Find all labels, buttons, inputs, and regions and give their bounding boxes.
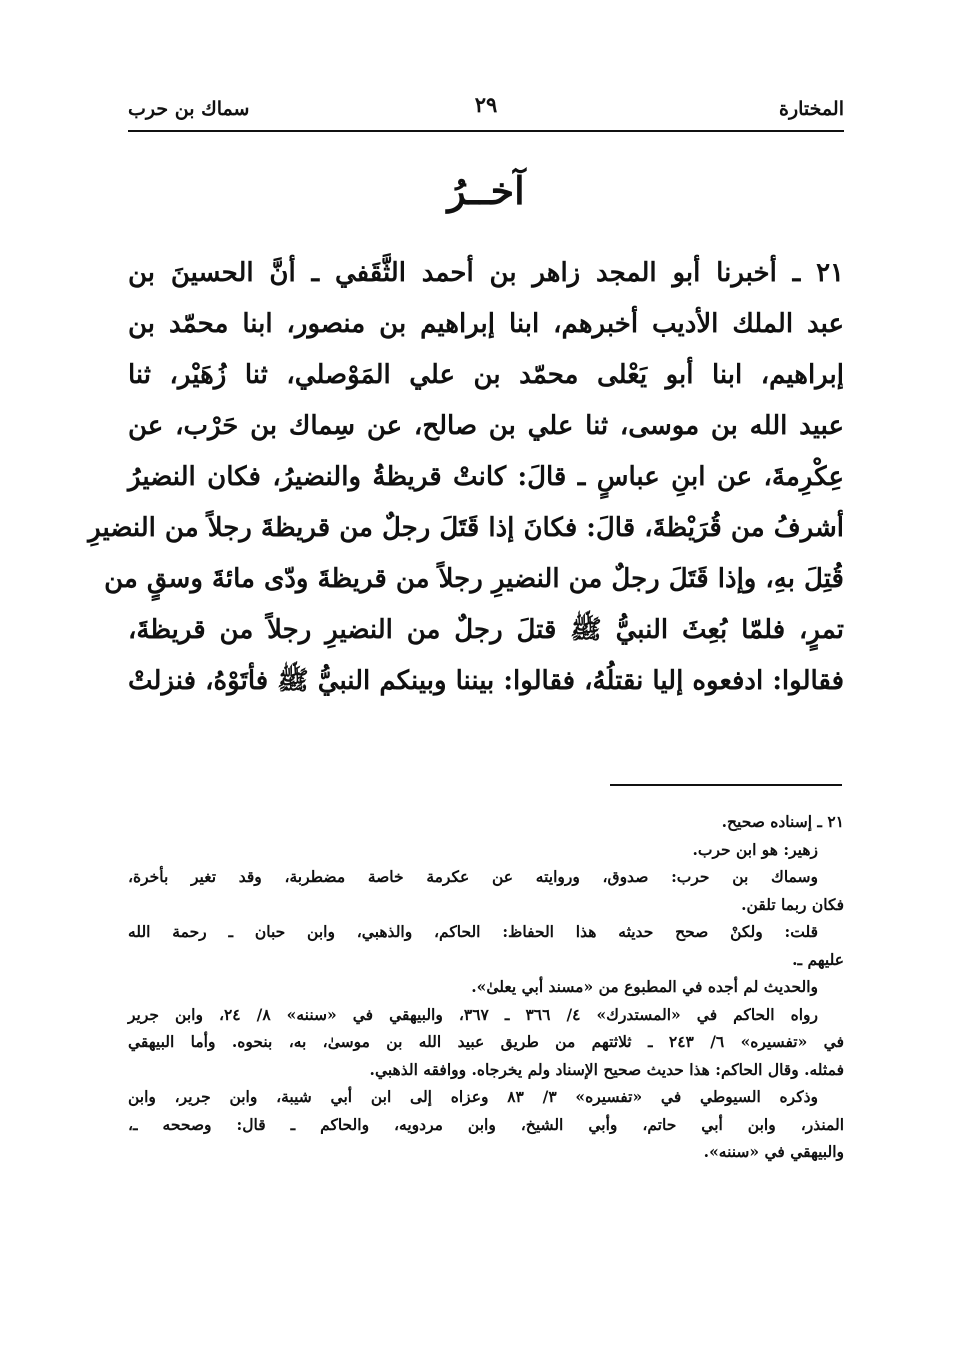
running-head <box>128 92 844 126</box>
footnote-line: في «تفسيره» ٦/ ٢٤٣ ـ ثلاثتهم من طريق عبيد الله بن موسىٰ، به، بنحوه. وأما البيهقي <box>128 1032 844 1051</box>
footnote-line: قلت: ولكنْ صحح حديثه هذا الحفاظ: الحاكم، والذهبي، وابن حبان ـ رحمة الله <box>128 922 818 941</box>
book-title: المختارة <box>779 98 844 120</box>
text-line: تمرٍ، فلمّا بُعِثَ النبيُّ ﷺ قتلَ رجلٌ من النضيرِ رجلاً من قريظةَ، <box>128 615 844 645</box>
text-line: ٢١ ـ أخبرنا أبو المجد زاهر بن أحمد الثَّقَفي ـ أنَّ الحسينَ بن <box>128 258 844 288</box>
text-line: قُتِلَ بهِ، وإذا قَتَلَ رجلٌ من النضيرِ رجلاً من قريظةَ ودّى مائةَ وسقٍ من <box>104 564 844 594</box>
hadith-text <box>88 248 844 707</box>
footnotes <box>128 808 844 1166</box>
text-line: إبراهيم، ابنا أبو يَعْلى محمّد بن علي المَوْصلي، ثنا زُهَيْر، ثنا <box>128 360 844 390</box>
footnote-line: وسماك بن حرب: صدوق، وروايته عن عكرمة خاصة مضطربة، وقد تغير بأخرة، <box>128 867 818 886</box>
text-line: عبد الملك الأديب أخبرهم، ابنا إبراهيم بن منصور، ابنا محمّد بن <box>128 309 844 339</box>
page-number: ٢٩ <box>474 92 498 117</box>
text-line: عبيد الله بن موسى، ثنا علي بن صالح، عن سِماك بن حَرْب، عن <box>128 411 844 441</box>
footnote-line: والبيهقي في «سننه». <box>703 1142 844 1161</box>
section-title: سماك بن حرب <box>128 98 250 120</box>
footnote-line: عليهم ـ. <box>792 949 844 969</box>
footnote-line: فكان ربما تلقن. <box>741 894 844 914</box>
footnote-line: والحديث لم أجده في المطبوع من «مسند أبي يعلىٰ». <box>471 977 818 996</box>
text-line: عِكْرِمةَ، عن ابنِ عباسٍ ـ قالَ: كانتْ قريظةُ والنضيرُ، فكان النضيرُ <box>128 462 844 492</box>
footnote-line: ٢١ ـ إسناده صحيح. <box>721 812 844 831</box>
text-line: أشرفُ من قُرَيْظةَ، قالَ: فكانَ إذا قَتَلَ رجلٌ من قريظةَ رجلاً من النضيرِ <box>88 513 844 543</box>
footnote-line: وذكره السيوطي في «تفسيره» ٣/ ٨٣ وعزاه إلى ابن أبي شيبة، وابن جرير، وابن <box>128 1087 818 1106</box>
chapter-title: آخــرُ <box>447 168 525 213</box>
footnote-line: فمثله. وقال الحاكم: هذا حديث صحيح الإسناد ولم يخرجاه. ووافقه الذهبي. <box>369 1059 844 1079</box>
footnote-line: زهير: هو ابن حرب. <box>692 839 818 859</box>
footnote-divider <box>610 784 842 786</box>
footnote-line: المنذر، وابن أبي حاتم، وأبي الشيخ، وابن مردويه، والحاكم ـ قال: وصححه ـ، <box>128 1114 844 1134</box>
header-divider <box>128 130 844 132</box>
text-line: فقالوا: ادفعوه إليا نقتلُهُ، فقالوا: بيننا وبينكم النبيُّ ﷺ فأتَوْهُ، فنزلتْ <box>128 666 844 696</box>
footnote-line: رواه الحاكم في «المستدرك» ٤/ ٣٦٦ ـ ٣٦٧، والبيهقي في «سننه» ٨/ ٢٤، وابن جرير <box>128 1004 818 1024</box>
